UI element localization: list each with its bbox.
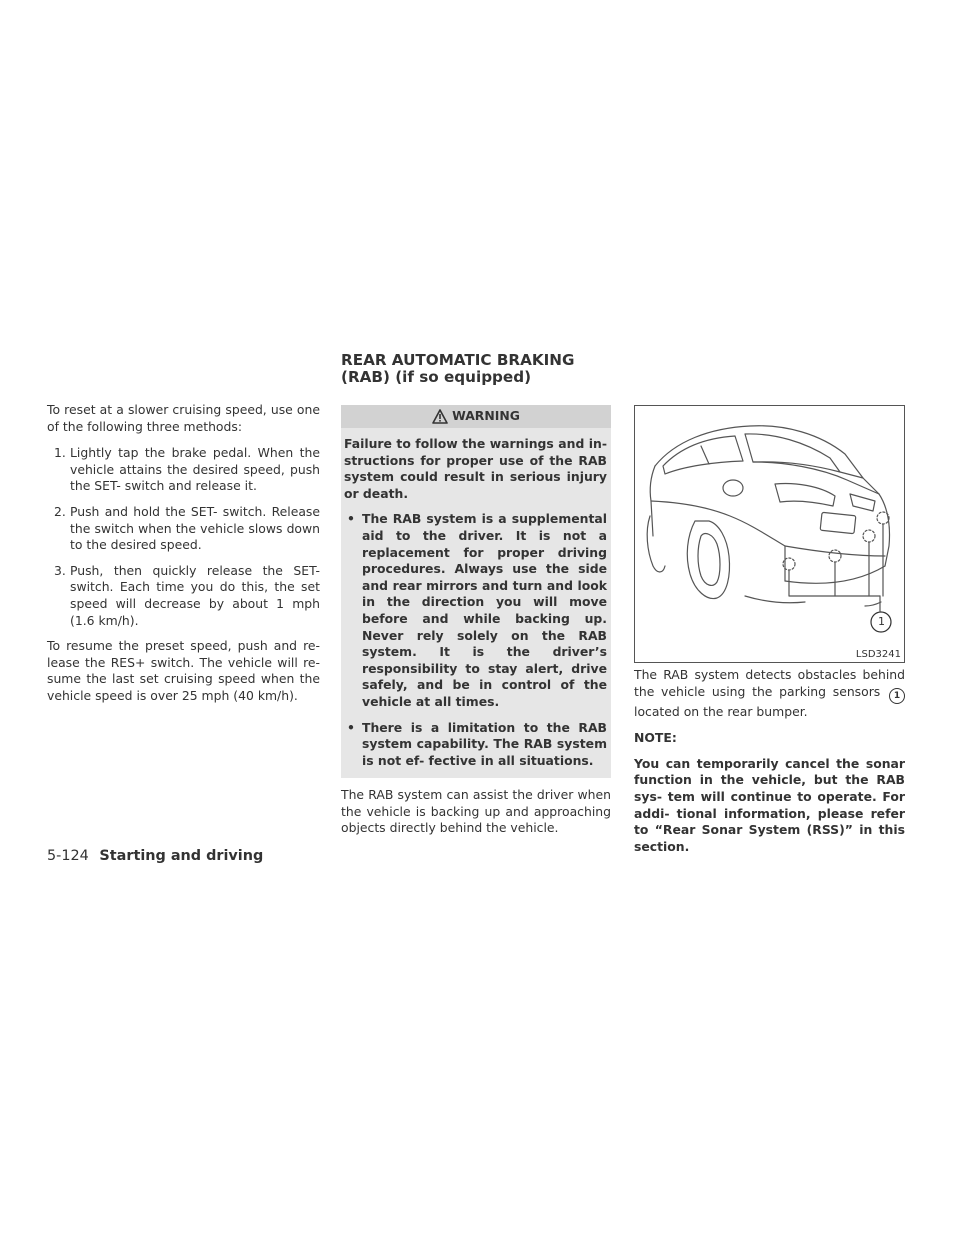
bullet-marker: • <box>347 719 355 735</box>
page-number: 5-124 <box>47 848 89 864</box>
figure-callout-number: 1 <box>878 615 885 628</box>
reset-methods-list <box>47 445 320 629</box>
list-item <box>344 720 607 770</box>
rear-bumper-sensors-illustration <box>635 406 904 662</box>
list-text: Push and hold the SET- switch. Release the switch when the vehicle slows down to the desired speed. <box>70 503 320 553</box>
callout-1-icon: 1 <box>889 688 905 704</box>
bullet-marker: • <box>347 511 355 527</box>
warning-intro: Failure to follow the warnings and in- structions for proper use of the RAB system could result in serious injury or death. <box>344 436 607 501</box>
middle-column <box>341 405 611 837</box>
bullet-text: The RAB system is a supplemental aid to the driver. It is not a replacement for proper driving procedures. Always use the side and rear mirrors and turn and look in the direction you will move before and while backing up. Never rely solely on the RAB system. It is the driver’s responsibility to stay alert, drive safely, and be in control of the vehicle at all times. <box>362 511 607 709</box>
left-column <box>47 402 320 705</box>
note-text: You can temporarily cancel the sonar function in the vehicle, but the RAB sys- tem will continue to operate. For addi- tional information, please refer to “Rear Sonar System (RSS)” in this section. <box>634 755 905 854</box>
detect-text-end: located on the rear bumper. <box>634 703 808 719</box>
list-text: Lightly tap the brake pedal. When the vehicle attains the desired speed, push the SET- switch and release it. <box>70 445 320 494</box>
list-item <box>47 563 320 629</box>
figure-code: LSD3241 <box>855 649 901 660</box>
page-footer <box>47 848 263 864</box>
list-text: Push, then quickly release the SET- switch. Each time you do this, the set speed will decrease by about 1 mph (1.6 km/h). <box>70 562 320 628</box>
warning-box <box>341 405 611 778</box>
right-column <box>634 405 905 855</box>
list-item <box>47 445 320 495</box>
intro-paragraph: To reset at a slower cruising speed, use one of the following three methods: <box>47 402 320 434</box>
list-item <box>47 504 320 554</box>
warning-body <box>341 436 611 769</box>
warning-header <box>341 405 611 428</box>
warning-icon <box>432 409 448 424</box>
list-number: 2. <box>54 503 66 519</box>
bullet-text: There is a limitation to the RAB system capability. The RAB system is not ef- fective in all situations. <box>362 719 607 768</box>
list-number: 3. <box>54 562 66 578</box>
warning-title: WARNING <box>452 408 520 424</box>
footer-section-title: Starting and driving <box>99 848 264 864</box>
list-item <box>344 511 607 710</box>
list-number: 1. <box>54 445 66 461</box>
assist-paragraph: The RAB system can assist the driver when the vehicle is backing up and approaching objects directly behind the vehicle. <box>341 787 611 836</box>
warning-bullets <box>344 511 607 769</box>
detect-paragraph <box>634 667 905 720</box>
note-label: NOTE: <box>634 730 677 746</box>
vehicle-figure <box>634 405 905 663</box>
detect-text: The RAB system detects obstacles behind the vehicle using the parking sensors <box>634 667 905 699</box>
resume-paragraph: To resume the preset speed, push and re- lease the RES+ switch. The vehicle will re- sume the last set cruising speed when the vehicle speed is over 25 mph (40 km/h). <box>47 638 320 703</box>
section-heading: REAR AUTOMATIC BRAKING (RAB) (if so equipped) <box>341 351 575 386</box>
